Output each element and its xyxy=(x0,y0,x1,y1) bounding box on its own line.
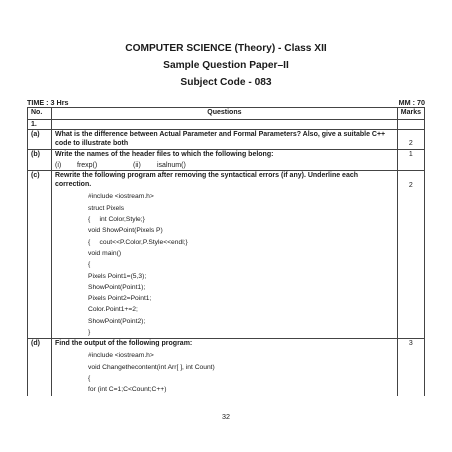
question-marks: 1 xyxy=(397,149,424,170)
code-line: void main() xyxy=(88,249,122,257)
page-number: 32 xyxy=(222,412,230,421)
code-line: #include <iostream.h> xyxy=(88,352,154,360)
code-line: ShowPoint(Point2); xyxy=(88,317,146,325)
question-text: Find the output of the following program: xyxy=(55,340,193,348)
question-table xyxy=(27,107,425,396)
code-line: { xyxy=(88,261,91,269)
option-value: isalnum() xyxy=(157,161,186,169)
code-line: struct Pixels xyxy=(88,204,125,212)
table-row xyxy=(28,130,425,149)
code-line: } xyxy=(88,328,91,336)
subject-code: Subject Code - 083 xyxy=(180,77,272,88)
code-line: Color.Point1+=2; xyxy=(88,306,138,314)
question-label: (c) xyxy=(28,171,52,339)
page-title: COMPUTER SCIENCE (Theory) - Class XII xyxy=(125,43,327,54)
question-text: Write the names of the header files to which the following belong: xyxy=(55,150,274,158)
code-line: #include <iostream.h> xyxy=(88,193,154,201)
table-row xyxy=(28,339,425,396)
code-line: void Changethecontent(int Arr[ ], int Count) xyxy=(88,363,215,371)
table-row xyxy=(28,171,425,339)
time-label: TIME : 3 Hrs xyxy=(27,98,69,107)
max-marks-label: MM : 70 xyxy=(398,98,425,107)
table-row xyxy=(28,120,425,130)
code-block xyxy=(55,189,394,338)
question-marks: 2 xyxy=(397,130,424,149)
code-line: { int Color,Style;} xyxy=(88,216,145,224)
code-line: { cout<<P.Color,P.Style<<endl;} xyxy=(88,238,188,246)
table-header-row xyxy=(28,108,425,120)
code-line: ShowPoint(Point1); xyxy=(88,283,146,291)
option-list xyxy=(55,159,394,170)
question-number: 1. xyxy=(28,120,52,130)
paper-subtitle: Sample Question Paper–II xyxy=(163,60,289,71)
code-line: for (int C=1;C<Count;C++) xyxy=(88,386,167,394)
code-block xyxy=(55,348,394,395)
question-marks: 3 xyxy=(397,339,424,396)
code-line: void ShowPoint(Pixels P) xyxy=(88,227,163,235)
header-no: No. xyxy=(28,108,52,120)
table-row xyxy=(28,149,425,170)
header-marks: Marks xyxy=(397,108,424,120)
option-label: (ii) xyxy=(133,161,141,169)
code-line: Pixels Point2=Point1; xyxy=(88,295,152,303)
question-text: Rewrite the following program after removing the syntactical errors (if any). Underline each correction. xyxy=(55,172,359,189)
header-questions: Questions xyxy=(52,108,398,120)
question-label: (a) xyxy=(28,130,52,149)
option-label: (i) xyxy=(55,161,62,169)
question-marks: 2 xyxy=(397,171,424,339)
option-value: frexp() xyxy=(77,161,98,169)
question-text: What is the difference between Actual Parameter and Formal Parameters? Also, give a suitable C++ code to illustrate both xyxy=(52,130,398,149)
code-line: { xyxy=(88,375,91,383)
code-line: Pixels Point1=(5,3); xyxy=(88,272,147,280)
question-label: (b) xyxy=(28,149,52,170)
question-label: (d) xyxy=(28,339,52,396)
